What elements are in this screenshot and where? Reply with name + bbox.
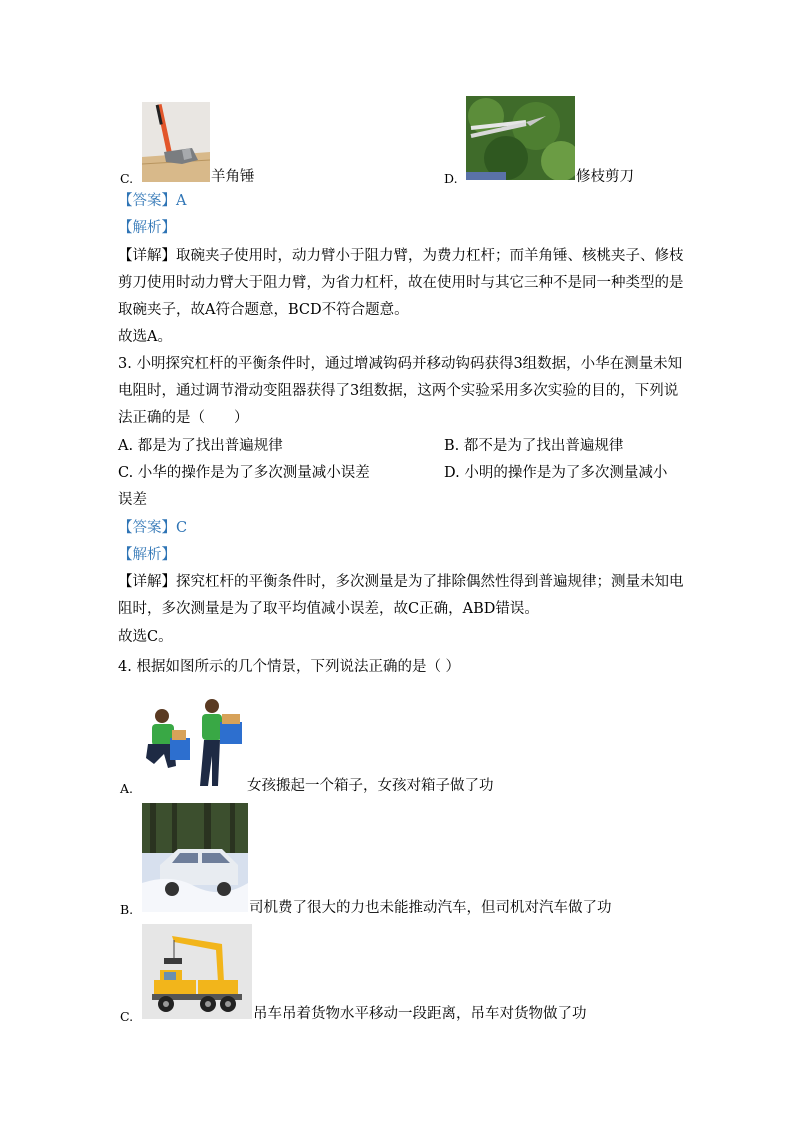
q3-stem-line-3: 法正确的是（ ） (118, 410, 249, 426)
q3-option-d-line-1: D. 小明的操作是为了多次测量减小 (444, 465, 668, 481)
q2-detail-line-1: 【详解】取碗夹子使用时，动力臂小于阻力臂，为费力杠杆；而羊角锤、核桃夹子、修枝 (118, 248, 684, 264)
q2-option-c-letter: C. (120, 171, 134, 186)
q3-option-c: C. 小华的操作是为了多次测量减小误差 (118, 465, 370, 481)
q3-option-d-line-2: 误差 (118, 492, 147, 508)
q4-option-a-letter: A. (120, 781, 134, 796)
pruning-shears-image (466, 96, 575, 180)
q4-option-b-letter: B. (120, 902, 134, 917)
q4-option-a-text: 女孩搬起一个箱子，女孩对箱子做了功 (247, 778, 494, 794)
car-in-snow-image (142, 803, 248, 912)
q2-option-c-text: 羊角锤 (211, 169, 255, 185)
girl-lifting-box-image (142, 686, 246, 792)
q2-detail-line-2: 剪刀使用时动力臂大于阻力臂，为省力杠杆，故在使用时与其它三种不是同一种类型的是 (118, 275, 684, 291)
q4-option-c-letter: C. (120, 1009, 134, 1024)
q3-analysis-title: 【解析】 (118, 547, 176, 563)
q3-answer: 【答案】C (118, 520, 188, 536)
q2-choice: 故选A。 (118, 329, 172, 345)
q3-option-a: A. 都是为了找出普遍规律 (118, 438, 283, 454)
q3-choice: 故选C。 (118, 629, 173, 645)
q3-option-b: B. 都不是为了找出普遍规律 (444, 438, 624, 454)
crane-truck-image (142, 924, 252, 1019)
q3-detail-line-1: 【详解】探究杠杆的平衡条件时，多次测量是为了排除偶然性得到普遍规律；测量未知电 (118, 574, 684, 590)
q2-option-d-text: 修枝剪刀 (576, 169, 634, 185)
q2-analysis-title: 【解析】 (118, 220, 176, 236)
q3-stem-line-1: 3. 小明探究杠杆的平衡条件时，通过增减钩码并移动钩码获得3组数据，小华在测量未知 (118, 356, 683, 372)
q3-stem-line-2: 电阻时，通过调节滑动变阻器获得了3组数据，这两个实验采用多次实验的目的，下列说 (118, 383, 679, 399)
q3-detail-line-2: 阻时，多次测量是为了取平均值减小误差，故C正确，ABD错误。 (118, 601, 539, 617)
q2-option-d-letter: D. (444, 171, 458, 186)
q2-answer: 【答案】A (118, 193, 187, 209)
hammer-image (142, 102, 210, 182)
q4-option-c-text: 吊车吊着货物水平移动一段距离，吊车对货物做了功 (253, 1006, 587, 1022)
q2-detail-line-3: 取碗夹子，故A符合题意，BCD不符合题意。 (118, 302, 409, 318)
q4-option-b-text: 司机费了很大的力也未能推动汽车，但司机对汽车做了功 (249, 900, 612, 916)
q4-stem: 4. 根据如图所示的几个情景，下列说法正确的是（ ） (118, 659, 461, 675)
